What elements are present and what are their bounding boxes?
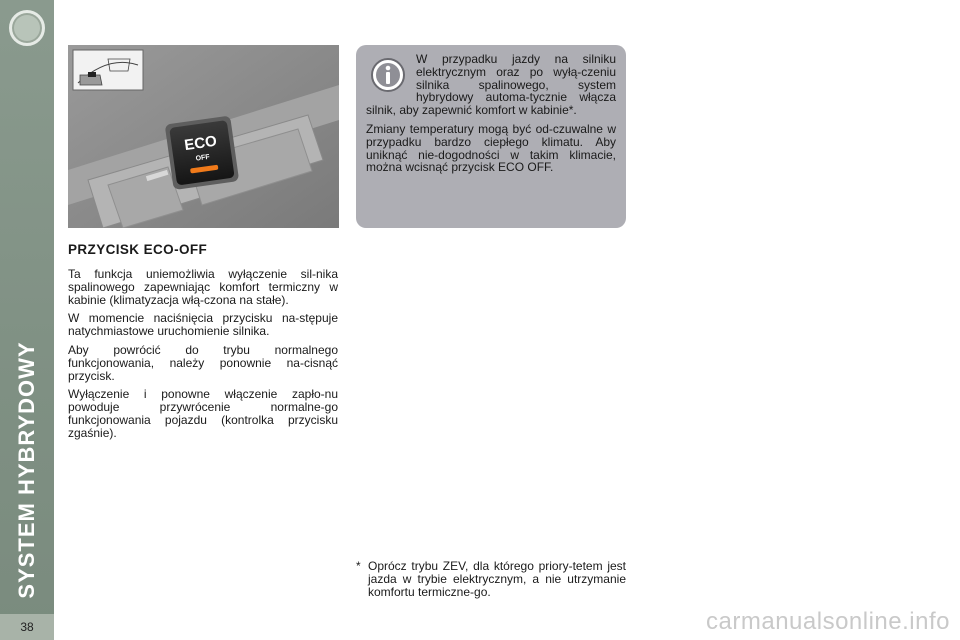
- info-paragraph-2: Zmiany temperatury mogą być od-czuwalne w przypadku bardzo ciepłego klimatu. Aby uniknąć nie-dogodności w takim klimacie, można wcisnąć przycisk ECO OFF.: [366, 121, 616, 175]
- chapter-title: SYSTEM HYBRYDOWY: [14, 341, 39, 599]
- footnote-text: Oprócz trybu ZEV, dla którego priory-tetem jest jazda w trybie elektrycznym, a nie utrzymanie komfortu termiczne-go.: [368, 559, 626, 599]
- dashboard-illustration: [68, 45, 339, 228]
- eco-label: ECO: [183, 132, 218, 155]
- info-icon: [370, 57, 406, 93]
- chapter-sidebar: [0, 0, 54, 640]
- page-number: 38: [0, 614, 54, 640]
- off-label: OFF: [195, 153, 211, 163]
- section-title: PRZYCISK ECO-OFF: [68, 242, 208, 257]
- body-paragraph-4: Wyłączenie i ponowne włączenie zapło-nu powoduje przywrócenie normalne-go funkcjonowania pojazdu (kontrolka przycisku zgaśnie).: [68, 387, 338, 440]
- chapter-ring-icon: [9, 10, 45, 46]
- section-body: [68, 268, 338, 446]
- info-paragraph-1: W przypadku jazdy na silniku elektrycznym oraz po wyłą-czeniu silnika spalinowego, system hybrydowy automa-tycznie włącza silnik, aby zapewnić komfort w kabinie*.: [366, 52, 616, 118]
- watermark: carmanualsonline.info: [706, 608, 950, 635]
- footnote-marker: *: [356, 559, 361, 573]
- body-paragraph-3: Aby powrócić do trybu normalnego funkcjonowania, należy ponownie na-cisnąć przycisk.: [68, 342, 338, 383]
- footnote: [356, 560, 626, 598]
- body-paragraph-2: W momencie naciśnięcia przycisku na-stępuje natychmiastowe uruchomienie silnika.: [68, 311, 338, 339]
- eco-off-button-photo: [68, 45, 339, 228]
- body-paragraph-1: Ta funkcja uniemożliwia wyłączenie sil-nika spalinowego zapewniając komfort termiczny w kabinie (klimatyzacja włą-czona na stałe).: [68, 267, 338, 307]
- info-box: [356, 45, 626, 228]
